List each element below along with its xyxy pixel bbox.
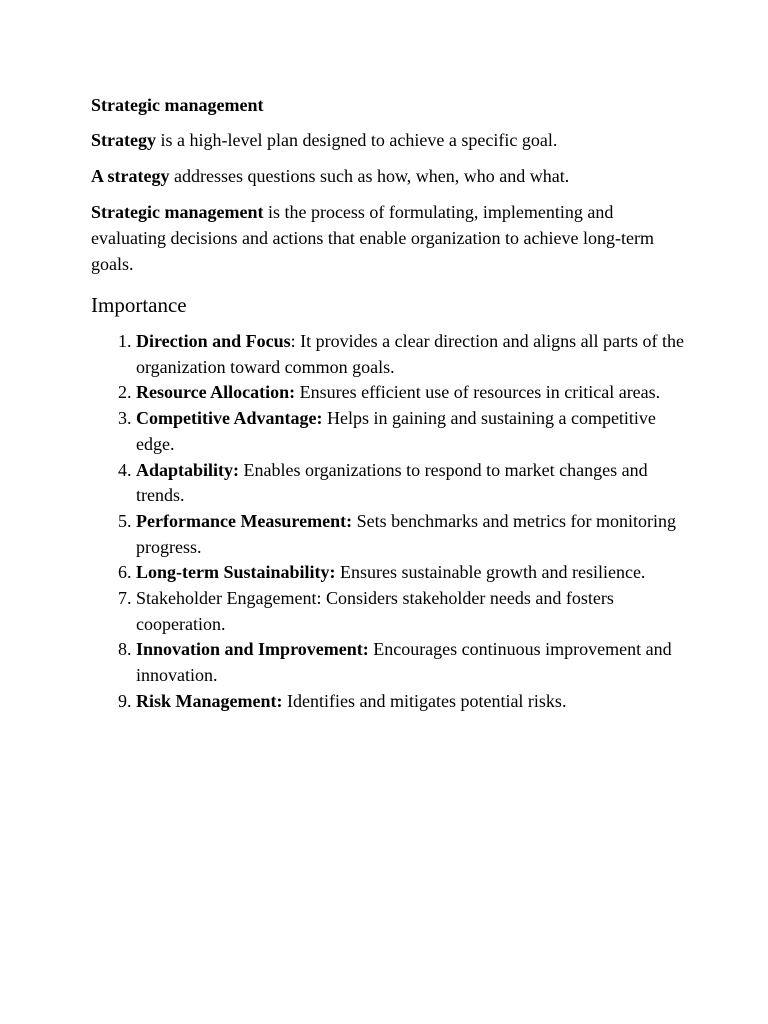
list-item-text: Enables organizations to respond to market changes and trends. (136, 459, 648, 506)
list-item (136, 586, 691, 637)
importance-list (91, 329, 691, 715)
list-item-term: Direction and Focus (136, 331, 291, 351)
document-page (91, 93, 691, 715)
list-item-term: Performance Measurement: (136, 510, 353, 531)
paragraph-strategy (91, 127, 691, 153)
list-item-text: Stakeholder Engagement: Considers stakeholder needs and fosters cooperation. (136, 588, 614, 634)
section-heading-importance: Importance (91, 293, 187, 317)
list-item-text: Ensures efficient use of resources in critical areas. (295, 382, 661, 403)
list-item-term: Risk Management: (136, 690, 283, 711)
list-item (136, 637, 691, 688)
list-item-term: Adaptability: (136, 459, 240, 480)
document-title: Strategic management (91, 95, 264, 115)
list-item-text: Identifies and mitigates potential risks. (282, 690, 567, 711)
paragraph-term: A strategy (91, 166, 170, 186)
paragraph-a-strategy (91, 163, 691, 189)
list-item (136, 689, 691, 715)
list-item-term: Resource Allocation: (136, 382, 296, 403)
list-item (136, 380, 691, 406)
list-item-text: Encourages continuous improvement and innovation. (136, 639, 672, 686)
list-item-term: Long-term Sustainability: (136, 562, 336, 583)
list-item-text: Ensures sustainable growth and resilience. (335, 562, 646, 583)
list-item-term: Innovation and Improvement: (136, 639, 369, 660)
paragraph-text: is the process of formulating, implementing and evaluating decisions and actions that enable organization to achieve long-term goals. (91, 202, 654, 274)
paragraph-text: is a high-level plan designed to achieve a specific goal. (155, 130, 558, 150)
list-item (136, 406, 691, 457)
list-item (136, 329, 691, 380)
list-item (136, 458, 691, 509)
paragraph-text: addresses questions such as how, when, who and what. (169, 166, 570, 186)
paragraph-strategic-management (91, 199, 691, 277)
paragraph-term: Strategy (91, 130, 156, 150)
list-item-text: Helps in gaining and sustaining a competitive edge. (136, 408, 656, 454)
list-item (136, 509, 691, 560)
list-item-text: Sets benchmarks and metrics for monitoring progress. (136, 510, 677, 557)
list-item (136, 560, 691, 586)
list-item-term: Competitive Advantage: (136, 408, 323, 429)
list-item-text: : It provides a clear direction and aligns all parts of the organization toward common goals. (136, 331, 685, 377)
paragraph-term: Strategic management (91, 202, 264, 222)
